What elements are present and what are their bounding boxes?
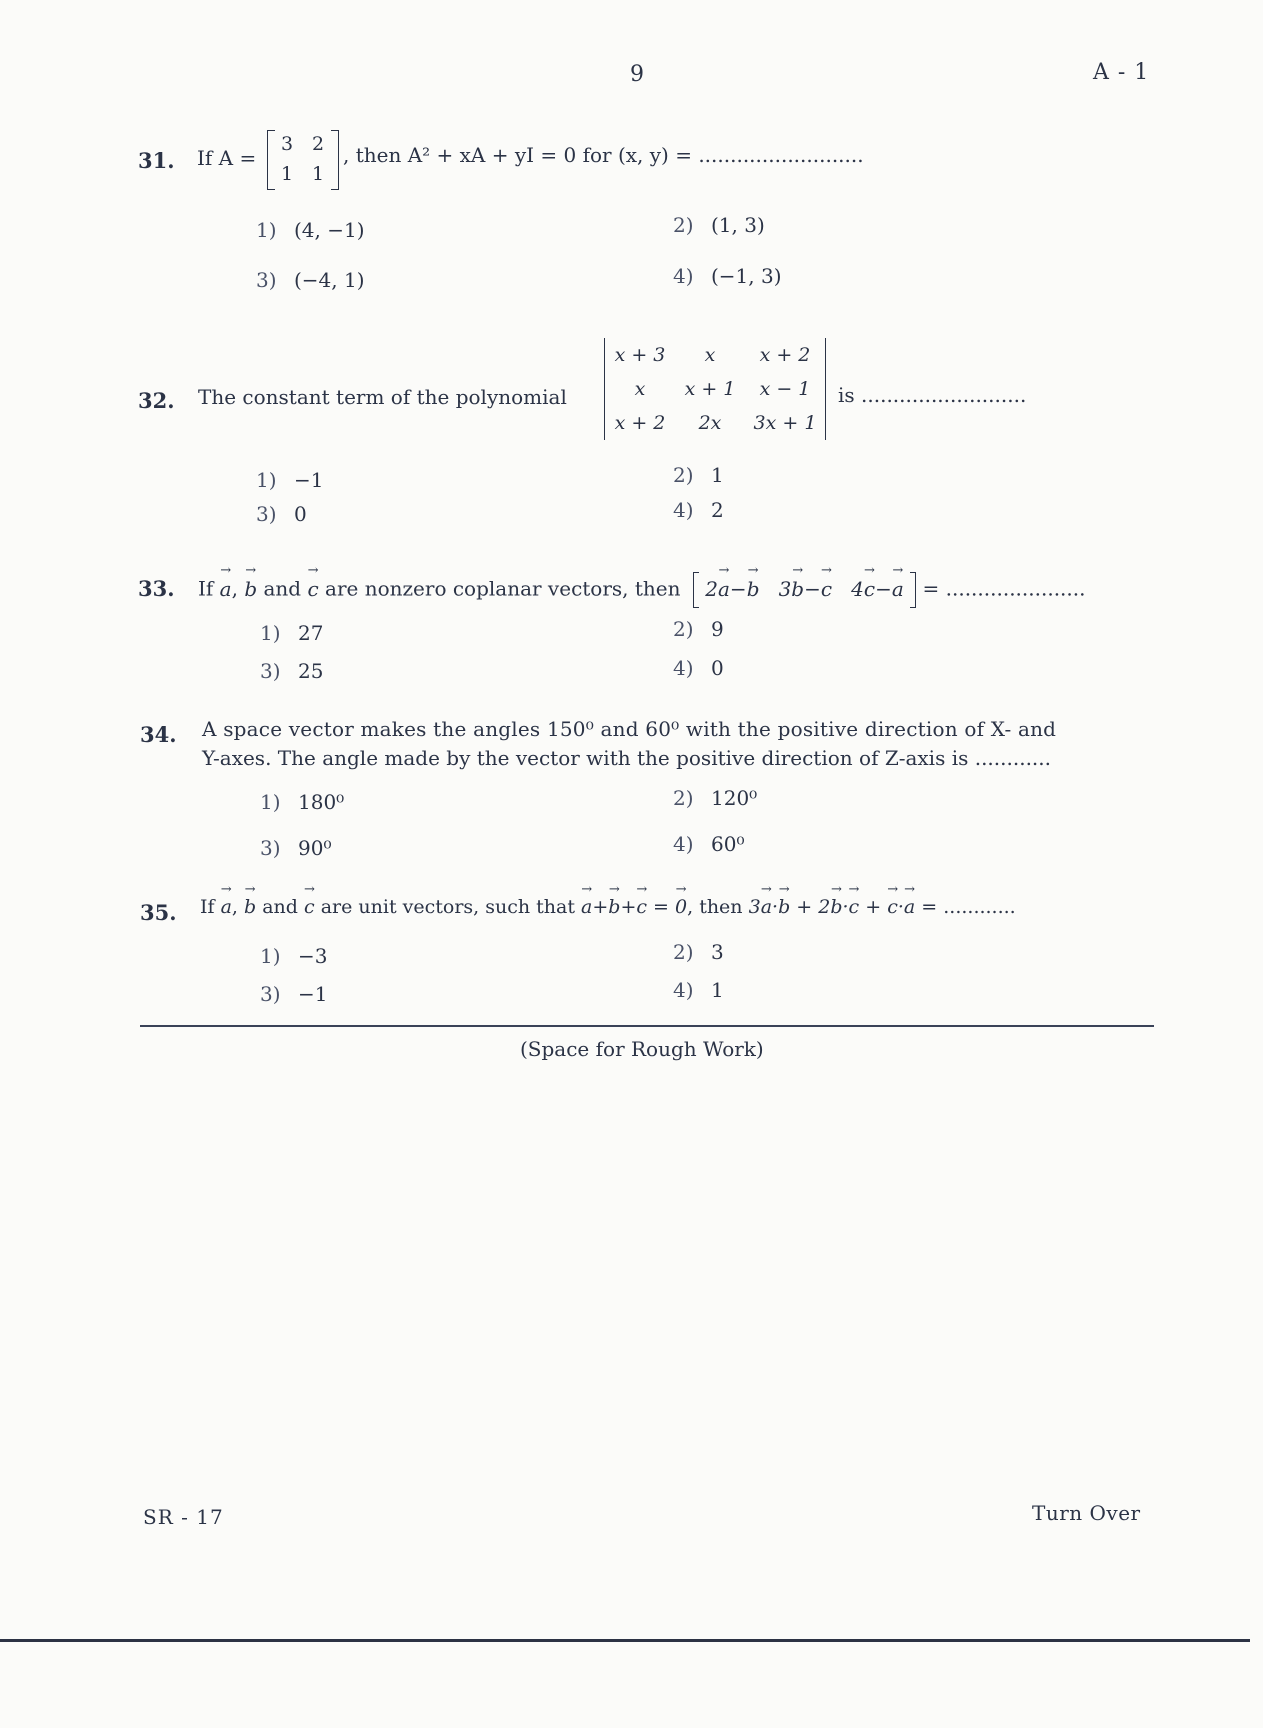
option-text: 1 bbox=[711, 463, 724, 487]
q32-option-2[interactable] bbox=[673, 463, 724, 487]
option-number: 1) bbox=[260, 790, 281, 814]
det-cell: x + 1 bbox=[684, 378, 736, 400]
det-cell: x − 1 bbox=[759, 378, 811, 400]
text-if: If bbox=[198, 576, 214, 601]
option-number: 2) bbox=[673, 786, 694, 810]
question-35-number: 35. bbox=[140, 900, 177, 925]
q33-option-2[interactable] bbox=[673, 617, 724, 641]
rough-work-label: (Space for Rough Work) bbox=[520, 1037, 764, 1061]
box-product-terms: 2→ a−→ b 3→ b−→ c 4→ c−→ a bbox=[705, 577, 904, 601]
q35-option-2[interactable] bbox=[673, 940, 724, 964]
q31-option-2[interactable] bbox=[673, 213, 765, 237]
footer-code: SR - 17 bbox=[143, 1505, 224, 1529]
det-cell: x bbox=[704, 344, 716, 366]
text-equals: = ...................... bbox=[922, 576, 1086, 601]
q34-option-2[interactable] bbox=[673, 786, 757, 810]
option-number: 2) bbox=[673, 940, 694, 964]
q32-option-1[interactable] bbox=[256, 468, 323, 492]
option-number: 2) bbox=[673, 463, 694, 487]
option-text: 3 bbox=[711, 940, 724, 964]
option-text: −3 bbox=[298, 944, 328, 968]
box-bracket-left bbox=[693, 572, 699, 608]
question-31-suffix: , then A² + xA + yI = 0 for (x, y) = .......................... bbox=[343, 143, 864, 167]
det-cell: x + 3 bbox=[614, 344, 666, 366]
option-number: 4) bbox=[673, 978, 694, 1002]
text-unit-vectors: are unit vectors, such that bbox=[320, 896, 575, 918]
q35-option-1[interactable] bbox=[260, 944, 327, 968]
option-text: −1 bbox=[298, 982, 328, 1006]
text-if: If bbox=[200, 896, 215, 918]
option-text: 0 bbox=[711, 656, 724, 680]
page-number: 9 bbox=[630, 62, 644, 87]
option-text: 1 bbox=[711, 978, 724, 1002]
q31-option-1[interactable] bbox=[256, 218, 365, 242]
option-number: 4) bbox=[673, 264, 694, 288]
text-then: , then bbox=[687, 896, 743, 918]
q33-option-3[interactable] bbox=[260, 659, 323, 683]
question-35-text: If → a, → b and → c are unit vectors, such that → a+→ b+→ c = → 0, then 3→ a·→ b + 2→ b·→ c + → c·→ a = ............ bbox=[200, 896, 1016, 918]
option-text: 0 bbox=[294, 502, 307, 526]
option-number: 4) bbox=[673, 832, 694, 856]
question-33-number: 33. bbox=[138, 576, 175, 601]
option-text: (−4, 1) bbox=[294, 268, 365, 292]
vector-sum-equation: → a+→ b+→ c = → 0 bbox=[581, 896, 687, 918]
q33-option-1[interactable] bbox=[260, 621, 323, 645]
vector-a: → a bbox=[220, 577, 232, 601]
det-cell: 3x + 1 bbox=[753, 412, 817, 434]
option-number: 3) bbox=[256, 502, 277, 526]
question-32-number: 32. bbox=[138, 388, 175, 413]
option-text: 2 bbox=[711, 498, 724, 522]
option-number: 3) bbox=[260, 659, 281, 683]
bottom-edge-line bbox=[0, 1639, 1250, 1642]
option-text: (−1, 3) bbox=[711, 264, 782, 288]
matrix-cell: 2 bbox=[311, 133, 325, 155]
option-text: 25 bbox=[298, 659, 324, 683]
vector-a: → a bbox=[221, 896, 232, 918]
option-text: −1 bbox=[294, 468, 324, 492]
option-text: (4, −1) bbox=[294, 218, 365, 242]
option-number: 2) bbox=[673, 617, 694, 641]
question-32-prefix: The constant term of the polynomial bbox=[198, 385, 567, 409]
det-cell: 2x bbox=[698, 412, 722, 434]
question-34-number: 34. bbox=[140, 722, 177, 747]
option-number: 3) bbox=[260, 836, 281, 860]
option-number: 1) bbox=[256, 218, 277, 242]
matrix-cell: 1 bbox=[311, 163, 325, 185]
matrix-cell: 1 bbox=[280, 163, 294, 185]
q35-option-3[interactable] bbox=[260, 982, 327, 1006]
text-coplanar: are nonzero coplanar vectors, then bbox=[325, 576, 681, 601]
option-number: 4) bbox=[673, 656, 694, 680]
dot-product-expression: 3→ a·→ b + 2→ b·→ c + → c·→ a bbox=[749, 896, 916, 918]
det-cell: x bbox=[634, 378, 646, 400]
question-32-determinant bbox=[604, 338, 826, 440]
q35-option-4[interactable] bbox=[673, 978, 724, 1002]
q34-option-4[interactable] bbox=[673, 832, 744, 856]
option-text: 120⁰ bbox=[711, 786, 758, 810]
turn-over-label: Turn Over bbox=[1032, 1501, 1141, 1525]
option-number: 3) bbox=[260, 982, 281, 1006]
option-text: 9 bbox=[711, 617, 724, 641]
vector-c: → c bbox=[307, 577, 318, 601]
q31-option-3[interactable] bbox=[256, 268, 365, 292]
question-31-matrix bbox=[267, 130, 339, 190]
option-text: 90⁰ bbox=[298, 836, 332, 860]
vector-b: → b bbox=[244, 896, 256, 918]
question-32-suffix: is .......................... bbox=[838, 383, 1027, 407]
option-number: 1) bbox=[260, 944, 281, 968]
question-34-line-1: A space vector makes the angles 150⁰ and 60⁰ with the positive direction of X- and bbox=[202, 717, 1057, 741]
q34-option-3[interactable] bbox=[260, 836, 331, 860]
question-33-text: If → a, → b and → c are nonzero coplanar vectors, then 2→ a−→ b 3→ b−→ c 4→ c−→ a = ...................... bbox=[198, 572, 1085, 608]
matrix-cell: 3 bbox=[280, 133, 294, 155]
option-text: 27 bbox=[298, 621, 324, 645]
question-34-line-2: Y-axes. The angle made by the vector with the positive direction of Z-axis is ............ bbox=[202, 746, 1052, 770]
option-number: 2) bbox=[673, 213, 694, 237]
q33-option-4[interactable] bbox=[673, 656, 724, 680]
q31-option-4[interactable] bbox=[673, 264, 782, 288]
option-number: 1) bbox=[260, 621, 281, 645]
option-number: 3) bbox=[256, 268, 277, 292]
paper-code: A - 1 bbox=[1093, 60, 1150, 85]
section-divider bbox=[140, 1025, 1154, 1027]
text-equals: = ............ bbox=[921, 896, 1016, 918]
q32-option-3[interactable] bbox=[256, 502, 307, 526]
option-text: 180⁰ bbox=[298, 790, 345, 814]
question-31-prefix: If A = bbox=[197, 146, 257, 170]
vector-b: → b bbox=[244, 577, 257, 601]
vector-c: → c bbox=[304, 896, 315, 918]
option-text: (1, 3) bbox=[711, 213, 765, 237]
option-text: 60⁰ bbox=[711, 832, 745, 856]
option-number: 4) bbox=[673, 498, 694, 522]
q32-option-4[interactable] bbox=[673, 498, 724, 522]
box-bracket-right bbox=[910, 572, 916, 608]
det-cell: x + 2 bbox=[614, 412, 666, 434]
det-cell: x + 2 bbox=[759, 344, 811, 366]
option-number: 1) bbox=[256, 468, 277, 492]
question-31-number: 31. bbox=[138, 148, 175, 173]
q34-option-1[interactable] bbox=[260, 790, 344, 814]
